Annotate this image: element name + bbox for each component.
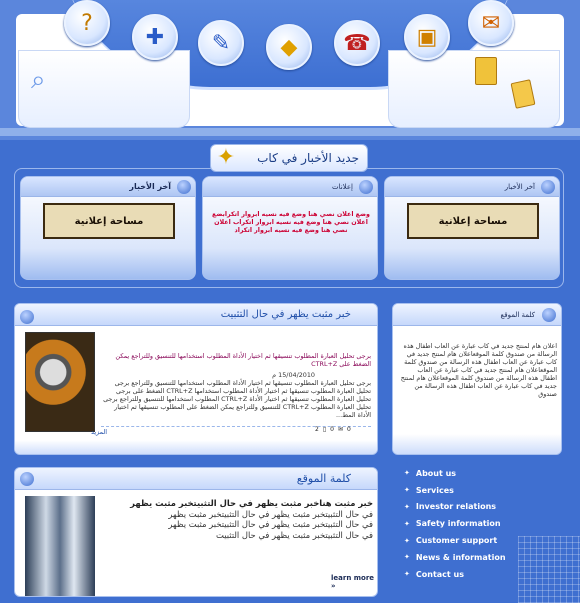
- bullet-icon: ✦: [404, 486, 410, 495]
- news-card-title: آخر الأخبار: [21, 177, 195, 197]
- site-header: [0, 0, 580, 140]
- more-link[interactable]: المزيد: [91, 428, 108, 436]
- bullet-icon: ✦: [404, 536, 410, 545]
- folder-icon: [511, 79, 536, 109]
- news-date: 15/04/2010 م: [272, 371, 315, 379]
- site-word-line: خبر مثبت هناخبر مثبت يظهر في حال التثبيتخبر مثبت يظهر: [130, 498, 373, 508]
- stat-views: 2: [315, 426, 319, 433]
- site-word-text-block: [105, 498, 373, 540]
- menu-item-about-us[interactable]: ✦ About us: [404, 468, 457, 478]
- diamond-icon[interactable]: ◆: [266, 24, 312, 70]
- news-card-ads: [202, 176, 378, 280]
- screen-icon[interactable]: ▣: [404, 14, 450, 60]
- panel-footer: [15, 440, 378, 455]
- network-icon[interactable]: ✚: [132, 14, 178, 60]
- stat-print: 0: [330, 426, 334, 433]
- site-menu: [404, 465, 564, 583]
- bullet-icon: ✦: [404, 469, 410, 478]
- stat-comments: 0: [347, 426, 351, 433]
- header-left-panel: [18, 50, 190, 128]
- menu-item-contact-us[interactable]: ✦ Contact us: [404, 569, 464, 579]
- site-word-box: [392, 303, 562, 455]
- site-word-title: كلمة الموقع: [15, 468, 377, 490]
- news-section-title: [210, 144, 368, 172]
- bullet-icon: [359, 180, 373, 194]
- news-card-latest-left: [20, 176, 196, 280]
- news-card-title: إعلانات: [203, 177, 377, 197]
- bullet-icon: [20, 472, 34, 486]
- tools-icon[interactable]: ✎: [198, 20, 244, 66]
- phone-icon[interactable]: ☎: [334, 20, 380, 66]
- site-word-text: اعلان هام لمنتج جديد في كاب عبارة عن العاب اطفال هذه الرسالة من صندوق كلمة الموقعاعلان هام لمنتج جديد في كاب عبارة عن العاب اطفال هذه الرسالة من صندوق كلمة الموقعاعلان هام لمنتج جديد في كاب عبارة عن العاب اطفال هذه الرسالة من صندوق كلمة الموقعاعلان هام لمنتج جديد في كاب عبارة عن العاب اطفال هذه الرسالة من صندوق: [400, 342, 557, 398]
- site-word-box-title: كلمة الموقع: [393, 304, 561, 326]
- site-word-line: في حال التثبيتخبر مثبت يظهر في حال التثبيتخبر مثبت يظهر: [168, 519, 373, 530]
- bullet-icon: ✦: [404, 519, 410, 528]
- panel-footer: [393, 434, 562, 455]
- question-icon[interactable]: ?: [64, 0, 110, 46]
- featured-news-title: خبر مثبت يظهر في حال التثبيت: [15, 304, 377, 326]
- chat-icon[interactable]: ✉: [468, 0, 514, 46]
- menu-item-investor-relations[interactable]: ✦ Investor relations: [404, 502, 497, 512]
- news-card-title: آخر الأخبار: [385, 177, 559, 197]
- site-word-line: في حال التثبيتخبر مثبت يظهر في حال التثبيت: [216, 529, 373, 540]
- magnifier-icon: ⌕: [31, 65, 46, 95]
- envelope-icon: ✉: [337, 426, 343, 433]
- site-word-line: في حال التثبيتخبر مثبت يظهر في حال التثبيتخبر مثبت يظهر: [168, 508, 373, 519]
- menu-item-news-information[interactable]: ✦ News & information: [404, 552, 506, 562]
- news-card-latest-right: [384, 176, 560, 280]
- bullet-icon: ✦: [404, 502, 410, 511]
- featured-news-panel: [14, 303, 378, 455]
- menu-item-safety-information[interactable]: ✦ Safety information: [404, 519, 501, 529]
- bullet-icon: ✦: [404, 570, 410, 579]
- menu-item-services[interactable]: ✦ Services: [404, 485, 454, 495]
- learn-more-link[interactable]: learn more »: [331, 574, 375, 590]
- folder-stack-icon: [475, 57, 497, 85]
- bullet-icon: [541, 180, 555, 194]
- header-right-panel: [388, 50, 560, 128]
- news-image: [25, 332, 95, 432]
- news-body: برجى تحليل العبارة المطلوب تنسيقها ثم اختيار الأداة المطلوب استخدامها للتنسيق وللتراجع برجى تحليل العبارة المطلوب تنسيقها ثم اختيار الأداة المطلوب استخدامها CTRL+Z الضغط على برجى تحليل العبارة المطلوب تنسيقها ثم اختيار الأداة CTRL+Z المطلوب استخدامها للتنسيق وللتراجع برجى تحليل العبارة المطلوب CTRL+Z للتنسيق وللتراجع يمكن الضغط على المطلوب تنسيقها ثم اختيار الأداة المط...: [103, 379, 371, 419]
- bullet-icon: [542, 308, 556, 322]
- bullet-icon: [177, 180, 191, 194]
- ad-banner[interactable]: مساحة إعلانية: [407, 203, 539, 239]
- bullet-icon: [20, 310, 34, 324]
- ad-banner[interactable]: مساحة إعلانية: [43, 203, 175, 239]
- news-stats: [315, 426, 351, 433]
- eye-icon: ▯: [322, 426, 327, 433]
- menu-item-customer-support[interactable]: ✦ Customer support: [404, 536, 498, 546]
- header-strip: [0, 128, 580, 136]
- news-headline[interactable]: برجى تحليل العبارة المطلوب تنسيقها ثم اختيار الأداة المطلوب استخدامها للتنسيق وللتراجع يمكن الضغط على CTRL+Z: [115, 352, 371, 368]
- site-word-panel: [14, 467, 378, 597]
- ad-text: وضع اعلان نصي هنا وضع فيه نسيه ابروار اتكرابضع اعلان نصي هنا وضع فيه نسيه ابروار اتكراب اعلان نصي هنا وضع فيه نسيه ابروار اتكراد: [212, 211, 370, 234]
- site-word-image: [25, 496, 95, 596]
- lightbulb-icon: ✦: [216, 144, 236, 170]
- bullet-icon: ✦: [404, 553, 410, 562]
- news-title-text: جديد الأخبار في كاب: [257, 151, 359, 165]
